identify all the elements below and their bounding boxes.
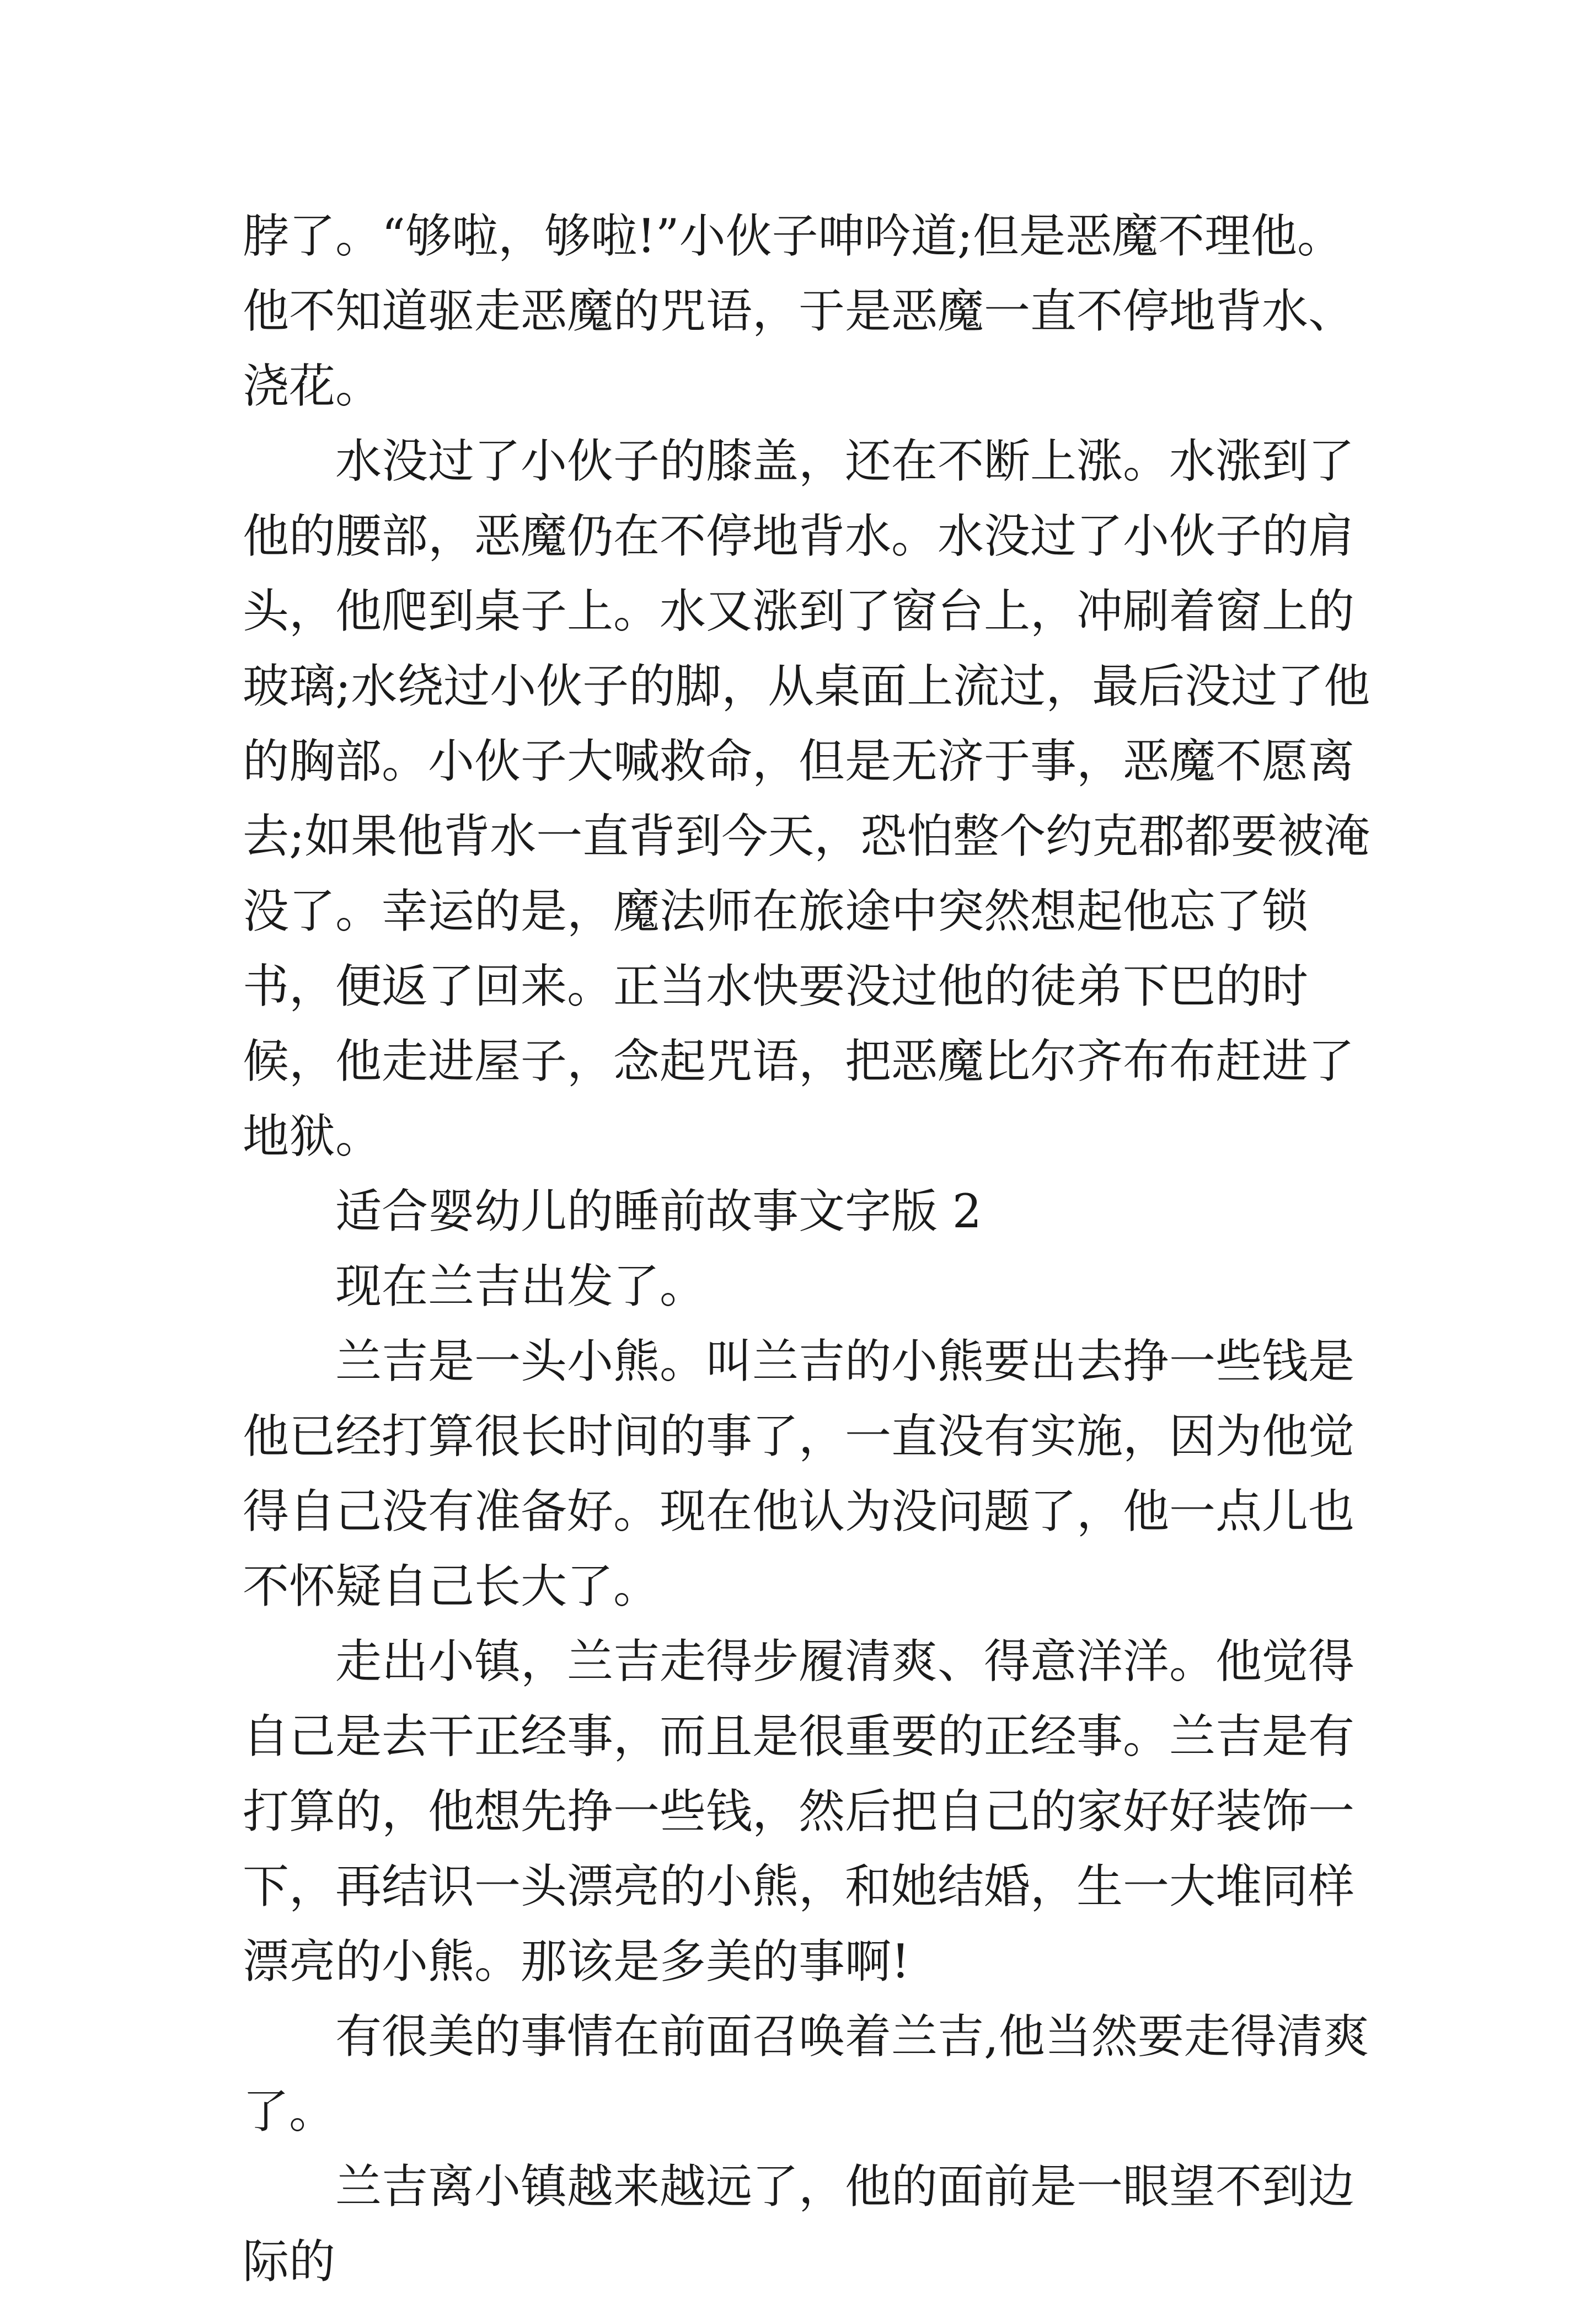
paragraph-4: 兰吉是一头小熊。叫兰吉的小熊要出去挣一些钱是他已经打算很长时间的事了，一直没有实施，因为他觉得自己没有准备好。现在他认为没问题了，他一点儿也不怀疑自己长大了。 <box>243 1334 1355 1613</box>
paragraph-7: 兰吉离小镇越来越远了，他的面前是一眼望不到边际的 <box>243 2159 1355 2289</box>
section-heading: 适合婴幼儿的睡前故事文字版 2 <box>335 1184 982 1238</box>
paragraph-6: 有很美的事情在前面召唤着兰吉,他当然要走得清爽了。 <box>243 2009 1369 2138</box>
paragraph-2: 水没过了小伙子的膝盖，还在不断上涨。水涨到了他的腰部，恶魔仍在不停地背水。水没过了小伙子的肩头，他爬到桌子上。水又涨到了窗台上，冲刷着窗上的玻璃;水绕过小伙子的脚，从桌面上流过，最后没过了他的胸部。小伙子大喊救命，但是无济于事，恶魔不愿离去;如果他背水一直背到今天，恐怕整个约克郡都要被淹没了。幸运的是，魔法师在旅途中突然想起他忘了锁书，便返了回来。正当水快要没过他的徒弟下巴的时候，他走进屋子，念起咒语，把恶魔比尔齐布布赶进了地狱。 <box>243 434 1370 1163</box>
paragraph-1: 脖了。“够啦，够啦!”小伙子呻吟道;但是恶魔不理他。他不知道驱走恶魔的咒语，于是恶魔一直不停地背水、浇花。 <box>243 209 1355 413</box>
paragraph-5: 走出小镇，兰吉走得步履清爽、得意洋洋。他觉得自己是去干正经事，而且是很重要的正经事。兰吉是有打算的，他想先挣一些钱，然后把自己的家好好装饰一下，再结识一头漂亮的小熊，和她结婚，生一大堆同样漂亮的小熊。那该是多美的事啊! <box>243 1634 1355 1988</box>
document-body <box>243 199 1373 2299</box>
paragraph-3: 现在兰吉出发了。 <box>335 1259 706 1313</box>
